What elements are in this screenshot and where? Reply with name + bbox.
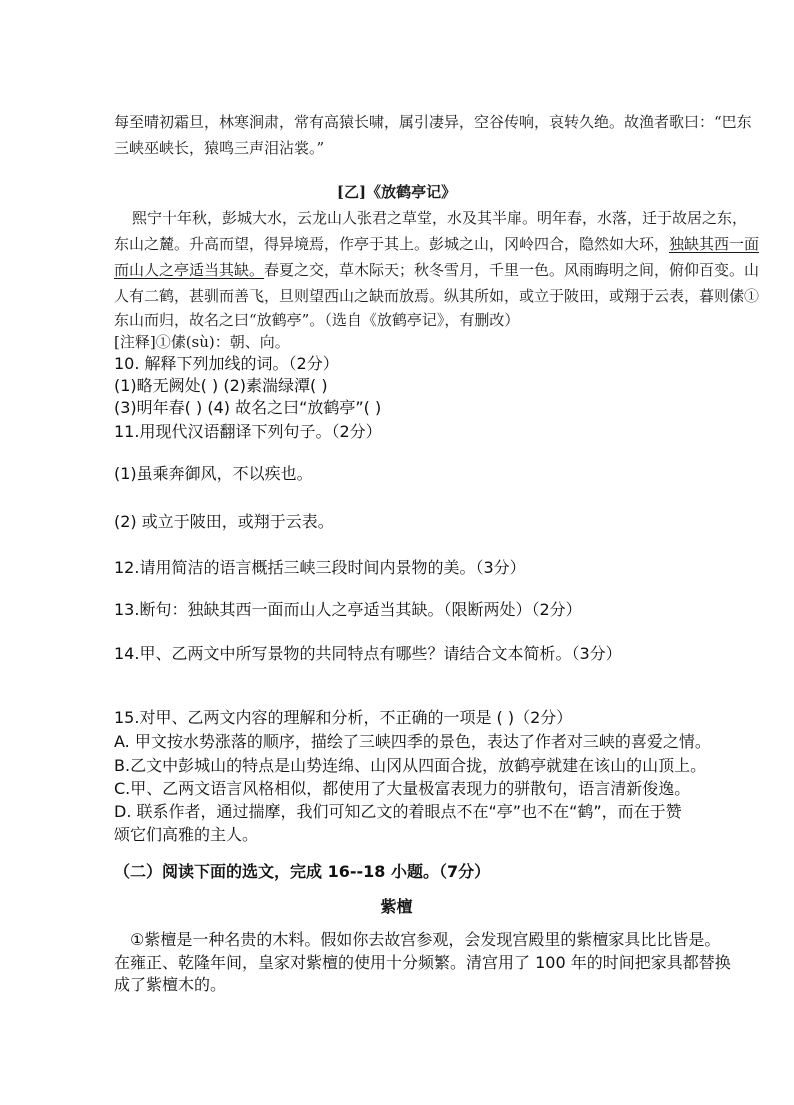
passage-b-text: 东山之麓。升高而望，得异境焉，作亭于其上。彭城之山，冈岭四合，隐然如大环， [114,235,670,253]
option-d-cont: 颂它们高雅的主人。 [114,825,259,844]
section-heading: （二）阅读下面的选文，完成 16--18 小题。（7分） [114,862,491,881]
passage-b-line [114,258,764,282]
article-title: 紫檀 [380,897,413,916]
question-11: 11.用现代汉语翻译下列句子。（2分） [114,422,382,441]
question-10-items: (1)略无阙处( ) (2)素湍绿潭( ) [114,376,328,395]
passage-b-title: [乙]《放鹤亭记》 [336,183,457,201]
question-11-sentence-1: (1)虽乘奔御风，不以疾也。 [114,464,313,483]
option-b: B.乙文中彭城山的特点是山势连绵、山冈从四面合拢，放鹤亭就建在该山的山顶上。 [114,756,707,775]
question-15: 15.对甲、乙两文内容的理解和分析，不正确的一项是 ( )（2分） [114,708,573,727]
annotation-note: [注释]①傃(sù)：朝、向。 [114,333,290,351]
option-c: C.甲、乙两文语言风格相似，都使用了大量极富表现力的骈散句，语言清新俊逸。 [114,779,691,798]
question-13: 13.断句：独缺其西一面而山人之亭适当其缺。（限断两处）（2分） [114,600,582,619]
question-10-items: (3)明年春( ) (4) 故名之曰“放鹤亭”( ) [114,398,382,417]
article-paragraph-line: 成了紫檀木的。 [114,975,227,994]
passage-a-line: 三峡巫峡长，猿鸣三声泪沾裳。” [114,139,325,157]
underlined-sentence: 独缺其西一面 [669,235,760,253]
question-10: 10. 解释下列加线的词。（2分） [114,354,339,373]
question-12: 12.请用简洁的语言概括三峡三段时间内景物的美。（3分） [114,558,526,577]
passage-b-line: 东山而归，故名之曰“放鹤亭”。（选自《放鹤亭记》，有删改） [114,311,520,329]
underlined-sentence: 而山人之亭适当其缺。 [114,261,265,279]
passage-b-line [114,232,764,256]
article-paragraph-line: 在雍正、乾隆年间，皇家对紫檀的使用十分频繁。清宫用了 100 年的时间把家具都替换 [114,953,731,972]
article-paragraph-line: ①紫檀是一种名贵的木料。假如你去故宫参观，会发现宫殿里的紫檀家具比比皆是。 [130,930,721,949]
passage-b-line: 熙宁十年秋，彭城大水，云龙山人张君之草堂，水及其半扉。明年春，水落，迁于故居之东， [132,209,748,227]
option-d: D. 联系作者，通过揣摩，我们可知乙文的着眼点不在“亭”也不在“鹤”，而在于赞 [114,802,682,821]
passage-a-line: 每至晴初霜旦，林寒涧肃，常有高猿长啸，属引凄异，空谷传响，哀转久绝。故渔者歌曰：“巴东 [114,113,752,131]
passage-b-text: 春夏之交，草木际天；秋冬雪月，千里一色。风雨晦明之间，俯仰百变。山 [264,261,760,279]
question-11-sentence-2: (2) 或立于陂田，或翔于云表。 [114,512,334,531]
option-a: A. 甲文按水势涨落的顺序，描绘了三峡四季的景色，表达了作者对三峡的喜爱之情。 [114,732,711,751]
question-14: 14.甲、乙两文中所写景物的共同特点有哪些？请结合文本简析。（3分） [114,644,622,663]
passage-b-line: 人有二鹤，甚驯而善飞，旦则望西山之缺而放焉。纵其所如，或立于陂田，或翔于云表，暮则傃① [114,287,760,305]
